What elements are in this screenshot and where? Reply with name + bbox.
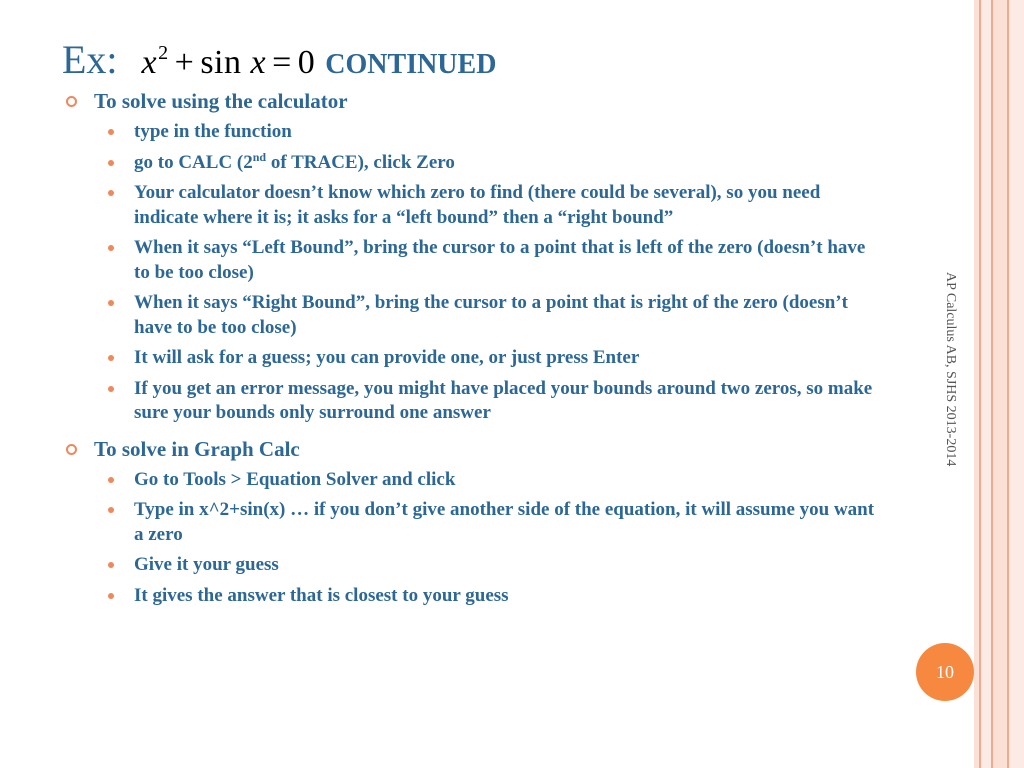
- section-heading-graph-calc: To solve in Graph Calc: [62, 436, 882, 462]
- list-item: If you get an error message, you might have placed your bounds around two zeros, so make sure your bounds only surround one answer: [62, 377, 882, 426]
- dot-bullet-icon: [108, 190, 114, 196]
- list-item: It gives the answer that is closest to your guess: [62, 584, 882, 609]
- list-item: It will ask for a guess; you can provide one, or just press Enter: [62, 346, 882, 371]
- dot-bullet-icon: [108, 245, 114, 251]
- dot-bullet-icon: [108, 355, 114, 361]
- dot-bullet-icon: [108, 477, 114, 483]
- section-heading-calculator: To solve using the calculator: [62, 88, 882, 114]
- decorative-stripes: [974, 0, 1024, 768]
- dot-bullet-icon: [108, 507, 114, 513]
- slide-content: [62, 88, 882, 614]
- list-item: Type in x^2+sin(x) … if you don’t give another side of the equation, it will assume you want a zero: [62, 498, 882, 547]
- title-equation: $x^2 + \sin x = 0$: [141, 42, 316, 81]
- list-item: Your calculator doesn’t know which zero to find (there could be several), so you need indicate where it is; it asks for a “left bound” then a “right bound”: [62, 181, 882, 230]
- dot-bullet-icon: [108, 300, 114, 306]
- title-suffix: CONTINUED: [325, 49, 497, 80]
- list-item: When it says “Right Bound”, bring the cursor to a point that is right of the zero (doesn’t have to be too close): [62, 291, 882, 340]
- ring-bullet-icon: [66, 444, 77, 455]
- footer-course-text: AP Calculus AB, SJHS 2013-2014: [943, 272, 958, 467]
- ring-bullet-icon: [66, 96, 77, 107]
- list-item: Go to Tools > Equation Solver and click: [62, 468, 882, 493]
- dot-bullet-icon: [108, 129, 114, 135]
- list-item: type in the function: [62, 120, 882, 145]
- page-number-badge: 10: [916, 643, 974, 701]
- dot-bullet-icon: [108, 160, 114, 166]
- list-item: Give it your guess: [62, 553, 882, 578]
- list-item: go to CALC (2nd of TRACE), click Zero: [62, 151, 882, 176]
- dot-bullet-icon: [108, 593, 114, 599]
- list-item: When it says “Left Bound”, bring the cursor to a point that is left of the zero (doesn’t have to be too close): [62, 236, 882, 285]
- slide-title: [62, 36, 496, 96]
- dot-bullet-icon: [108, 562, 114, 568]
- dot-bullet-icon: [108, 386, 114, 392]
- title-prefix: Ex:: [62, 37, 118, 82]
